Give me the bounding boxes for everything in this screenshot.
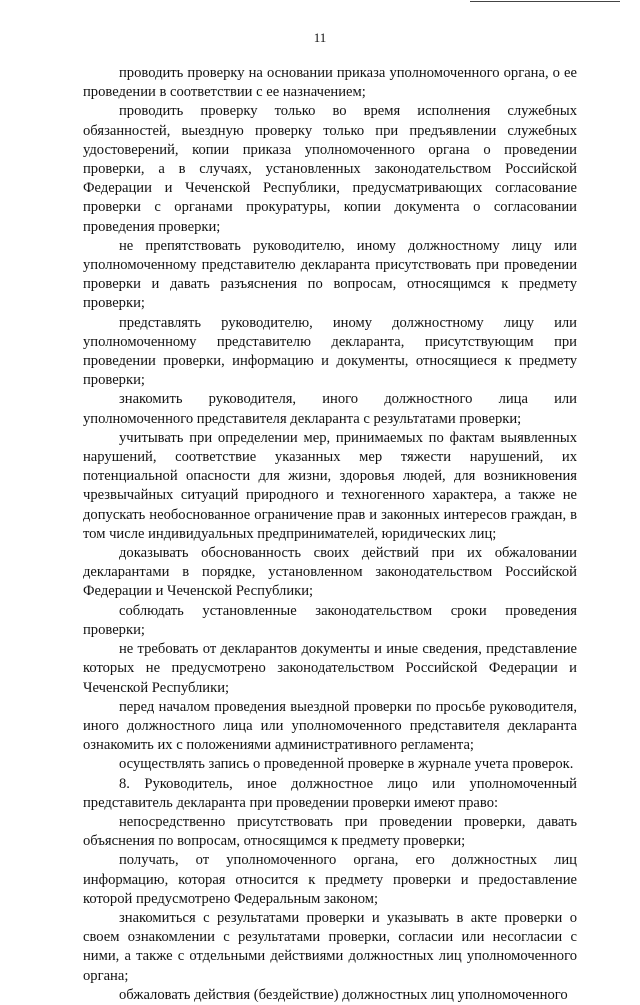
- paragraph: проводить проверку только во время исполнения служебных обязанностей, выездную проверку только при предъявлении служебных удостоверений, копии приказа уполномоченного органа о проведении проверки, а в случаях, установленных законодательством Российской Федерации и Чеченской Республики, предусматривающих согласование проверки с органами прокуратуры, копии документа о согласовании проведения проверки;: [83, 103, 577, 235]
- paragraph: знакомиться с результатами проверки и указывать в акте проверки о своем ознакомлении с результатами проверки, согласии или несогласии с ними, а также с отдельными действиями должностных лиц уполномоченного органа;: [83, 909, 577, 984]
- paragraph: проводить проверку на основании приказа уполномоченного органа, о ее проведении в соответствии с ее назначением;: [83, 65, 577, 101]
- paragraph: обжаловать действия (бездействие) должностных лиц уполномоченного: [119, 986, 568, 1003]
- page-number: 11: [313, 30, 327, 45]
- paragraph: соблюдать установленные законодательством сроки проведения проверки;: [83, 602, 577, 638]
- paragraph: не требовать от декларантов документы и иные сведения, представление которых не предусмотрено законодательством Российской Федерации и Чеченской Республики;: [83, 641, 577, 696]
- document-body: [83, 64, 577, 1005]
- paragraph: не препятствовать руководителю, иному должностному лицу или уполномоченному представителю декларанта присутствовать при проведении проверки и давать разъяснения по вопросам, относящимся к предмету проверки;: [83, 237, 577, 312]
- paragraph: 8. Руководитель, иное должностное лицо или уполномоченный представитель декларанта при проведении проверки имеют право:: [83, 775, 577, 811]
- paragraph: осуществлять запись о проведенной проверке в журнале учета проверок.: [119, 756, 574, 773]
- paragraph: учитывать при определении мер, принимаемых по фактам выявленных нарушений, соответствие указанных мер тяжести нарушений, их потенциальной опасности для жизни, здоровья людей, для возникновения чрезвычайных ситуаций природного и техногенного характера, а также не допускать необоснованное ограничение прав и законных интересов граждан, в том числе индивидуальных предпринимателей, юридических лиц;: [83, 429, 577, 542]
- paragraph: непосредственно присутствовать при проведении проверки, давать объяснения по вопросам, относящимся к предмету проверки;: [83, 813, 577, 850]
- paragraph: знакомить руководителя, иного должностного лица или уполномоченного представителя декларанта с результатами проверки;: [83, 391, 577, 427]
- top-rule: [470, 1, 620, 2]
- paragraph: получать, от уполномоченного органа, его должностных лиц информацию, которая относится к предмету проверки и предоставление которой предусмотрено Федеральным законом;: [83, 852, 577, 907]
- paragraph: перед началом проведения выездной проверки по просьбе руководителя, иного должностного лица или уполномоченного представителя декларанта ознакомить их с положениями административного регламента;: [83, 698, 577, 754]
- paragraph: представлять руководителю, иному должностному лицу или уполномоченному представителю декларанта, присутствующим при проведении проверки, информацию и документы, относящиеся к предмету проверки;: [83, 314, 577, 389]
- paragraph: доказывать обоснованность своих действий при их обжаловании декларантами в порядке, установленном законодательством Российской Федерации и Чеченской Республики;: [83, 545, 577, 600]
